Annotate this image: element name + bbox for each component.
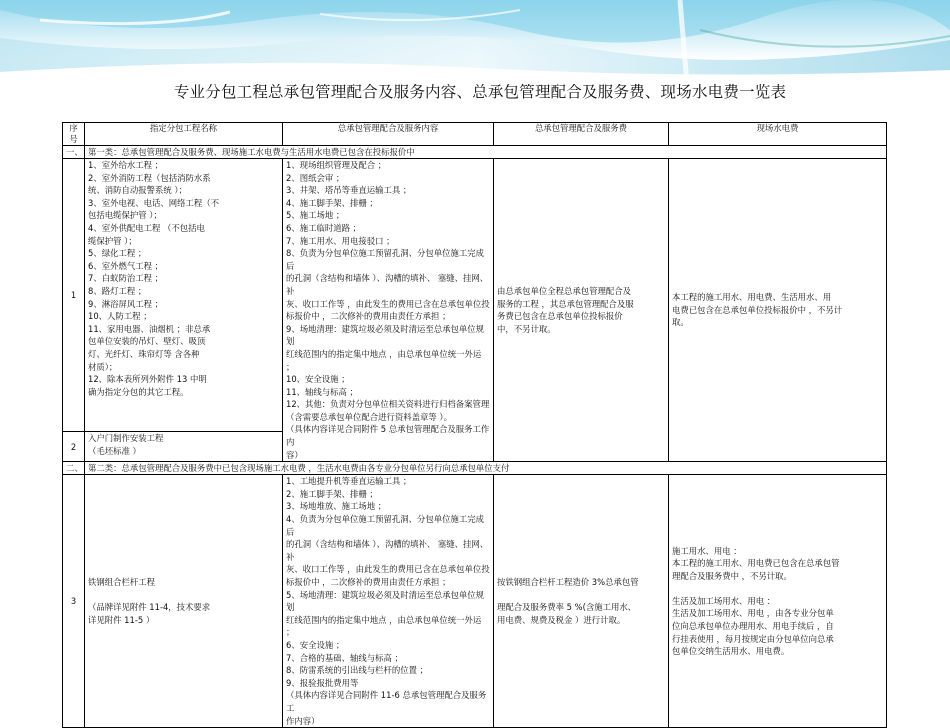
text-line: 服务的工程 ，其总承包管理配合及服 xyxy=(497,298,634,309)
text-line: 4、室外供配电工程 （不包括电 xyxy=(88,222,205,233)
project-name-cell xyxy=(85,432,283,462)
text-line: 统、消防自动报警系统 ）； xyxy=(88,185,187,196)
text-line: 3、井架、塔吊等垂直运输工具 ； xyxy=(286,185,412,196)
service-content-cell xyxy=(283,159,494,462)
text-line: 3、室外电视、电话、网络工程（不 xyxy=(88,197,219,208)
text-line: 电费已包含在总承包单位投标报价中 ，不另计 xyxy=(672,304,843,315)
text-line: 2、施工脚手架、排栅 ； xyxy=(286,488,378,499)
text-line: （具体内容详见合同附件 5 总承包管理配合及服务工作内 xyxy=(286,424,490,448)
header-fee: 总承包管理配合及服务费 xyxy=(494,123,669,146)
text-line: 8、防雷系统的引出线与栏杆的位置 ； xyxy=(286,665,428,676)
text-line: 生活及加工场用水、用电 ，由各专业分包单 xyxy=(672,608,834,619)
text-line: （毛坯标准 ） xyxy=(88,446,141,457)
text-line: 7、白蚁防治工程 ； xyxy=(88,273,163,284)
category-text: 第二类：总承包管理配合及服务费中已包含现场施工水电费 ，生活水电费由各专业分包单位另行向总承包单位支付 xyxy=(85,462,887,475)
text-line: 4、施工脚手架、排栅 ； xyxy=(286,197,378,208)
row-no: 2 xyxy=(63,432,85,462)
text-line: 9、报验报批费用等 xyxy=(286,677,359,688)
text-line: 7、施工用水、用电接驳口 ； xyxy=(286,235,395,246)
text-line: 的孔洞（含结构和墙体 ）、沟槽的填补、 塞缝、挂网、补 xyxy=(286,539,489,562)
text-line: 灰、收口工作等 ，由此发生的费用已含在总承包单位投 xyxy=(286,564,490,575)
text-line: 理配合及服务费中 ，不另计取。 xyxy=(672,570,792,581)
text-line: 包单位安装的吊灯、壁灯、吸顶 xyxy=(88,336,206,347)
text-line: （品牌详见附件 11-4，技术要求 xyxy=(88,602,211,613)
text-line: 8、负责为分包单位施工预留孔洞、分包单位施工完成后 xyxy=(286,248,484,271)
decorative-banner xyxy=(0,0,950,120)
header-no: 序号 xyxy=(63,123,85,146)
text-line: 10、安全设施 ； xyxy=(286,374,350,385)
category-no: 二、 xyxy=(63,462,85,475)
text-line: 2、图纸会审 ； xyxy=(286,172,345,183)
text-line: 铁钢组合栏杆工程 xyxy=(88,577,155,587)
text-line: 1、工地提升机等垂直运输工具 ； xyxy=(286,476,412,487)
text-line: 灯、光纤灯、珠帘灯等 含各种 xyxy=(88,348,200,359)
text-line: 标报价中 ，二次修补的费用由责任方承担 ； xyxy=(286,577,451,587)
text-line: 1、室外给水工程 ； xyxy=(88,160,163,170)
text-line: 5、绿化工程 ； xyxy=(88,248,147,259)
utilities-fee-cell xyxy=(669,159,887,462)
text-line: 确为指定分包的其它工程。 xyxy=(88,386,189,397)
text-line: 3、场地堆放、施工场地 ； xyxy=(286,501,387,512)
text-line: 9、场地清理：建筑垃圾必须及时清运至总承包单位规划 xyxy=(286,323,484,347)
text-line: 缆保护管 ）； xyxy=(88,235,137,246)
table-row xyxy=(63,475,887,728)
text-line: 1、现场组织管理及配合 ； xyxy=(286,160,387,170)
text-line xyxy=(88,589,279,602)
category-no: 一、 xyxy=(63,146,85,159)
text-line: 5、施工场地 ； xyxy=(286,210,345,221)
text-line: 容） xyxy=(286,449,303,460)
project-name-cell xyxy=(85,475,283,728)
text-line: 2、室外消防工程（包括消防水系 xyxy=(88,172,211,183)
text-line: 入户门制作安装工程 xyxy=(88,433,164,444)
fee-table xyxy=(62,122,887,728)
category-row-2 xyxy=(63,462,887,475)
table-header-row xyxy=(63,123,887,146)
text-line: 10、人防工程 ； xyxy=(88,311,152,322)
text-line: 理配合及服务费率 5 %(含施工用水、 xyxy=(497,602,637,613)
page-title: 专业分包工程总承包管理配合及服务内容、总承包管理配合及服务费、现场水电费一览表 xyxy=(173,83,787,101)
text-line: 5、场地清理：建筑垃圾必须及时清运至总承包单位规划 xyxy=(286,589,484,613)
row-no: 1 xyxy=(63,159,85,432)
header-name: 指定分包工程名称 xyxy=(85,123,283,146)
text-line: 用电费、规费及税金 ）进行计取。 xyxy=(497,614,626,625)
text-line: 6、室外燃气工程 ； xyxy=(88,260,163,271)
text-line: 位向总承包单位办理用水、用电手续后 ，自 xyxy=(672,621,834,632)
text-line: 材质）； xyxy=(88,361,118,372)
text-line: （含需要总承包单位配合进行资料盖章等 ）。 xyxy=(286,411,452,422)
text-line: （具体内容详见合同附件 11-6 总承包管理配合及服务工 xyxy=(286,690,487,713)
text-line: 包单位交纳生活用水、用电费。 xyxy=(672,646,790,657)
text-line: 12、其他：负责对分包单位相关资料进行归档备案管理 xyxy=(286,399,490,410)
text-line: 4、负责为分包单位施工预留孔洞、分包单位施工完成后 xyxy=(286,514,484,537)
text-line: 红线范围内的指定集中地点 ，由总承包单位统一外运 ； xyxy=(286,614,484,638)
banner-graphic xyxy=(0,0,950,120)
text-line: 按铁钢组合栏杆工程造价 3%总承包管 xyxy=(497,577,639,587)
text-line: 本工程的施工用水、用电费、生活用水、用 xyxy=(672,292,832,303)
text-line: 施工用水、用电 ： xyxy=(672,545,742,556)
text-line: 的孔洞（含结构和墙体 ）、沟槽的填补、 塞缝、挂网、补 xyxy=(286,273,489,296)
utilities-fee-cell xyxy=(669,475,887,728)
text-line: 8、路灯工程 ； xyxy=(88,285,147,296)
text-line: 灰、收口工作等 ，由此发生的费用已含在总承包单位投 xyxy=(286,298,490,309)
text-line: 6、安全设施 ； xyxy=(286,639,345,650)
text-line: 9、淋浴屏风工程 ； xyxy=(88,298,163,309)
text-line: 7、合格的基础、轴线与标高 ； xyxy=(286,652,403,663)
project-name-cell xyxy=(85,159,283,432)
category-text: 第一类：总承包管理配合及服务费、现场施工水电费与生活用水电费已包含在投标报价中 xyxy=(85,146,887,159)
text-line: 生活及加工场用水、用电 ： xyxy=(672,595,776,606)
text-line: 包括电缆保护管 ）； xyxy=(88,210,162,221)
text-line: 行挂表使用 ，每月按规定由分包单位向总承 xyxy=(672,633,834,644)
text-line xyxy=(672,582,883,595)
text-line: 由总承包单位全程总承包管理配合及 xyxy=(497,285,631,296)
text-line: 6、施工临时道路 ； xyxy=(286,222,361,233)
service-content-cell xyxy=(283,475,494,728)
text-line: 详见附件 11-5 ） xyxy=(88,614,155,625)
text-line: 红线范围内的指定集中地点 ，由总承包单位统一外运 ； xyxy=(286,348,484,372)
text-line: 务费已包含在总承包单位投标报价 xyxy=(497,311,623,322)
service-fee-cell xyxy=(494,475,669,728)
header-utilities: 现场水电费 xyxy=(669,123,887,146)
text-line: 取。 xyxy=(672,317,689,328)
row-no: 3 xyxy=(63,475,85,728)
service-fee-cell xyxy=(494,159,669,462)
table-row xyxy=(63,159,887,432)
text-line: 11、轴线与标高 ； xyxy=(286,386,358,397)
text-line: 本工程的施工用水、用电费已包含在总承包管 xyxy=(672,558,840,569)
text-line: 标报价中 ，二次修补的费用由责任方承担 ； xyxy=(286,311,451,322)
text-line: 11、家用电器、油烟机 ；非总承 xyxy=(88,323,211,334)
text-line: 作内容） xyxy=(286,715,320,726)
text-line xyxy=(497,589,665,602)
category-row-1 xyxy=(63,146,887,159)
text-line: 中，不另计取。 xyxy=(497,323,556,334)
header-content: 总承包管理配合及服务内容 xyxy=(283,123,494,146)
text-line: 12、除本表所列外附件 13 中明 xyxy=(88,374,207,385)
